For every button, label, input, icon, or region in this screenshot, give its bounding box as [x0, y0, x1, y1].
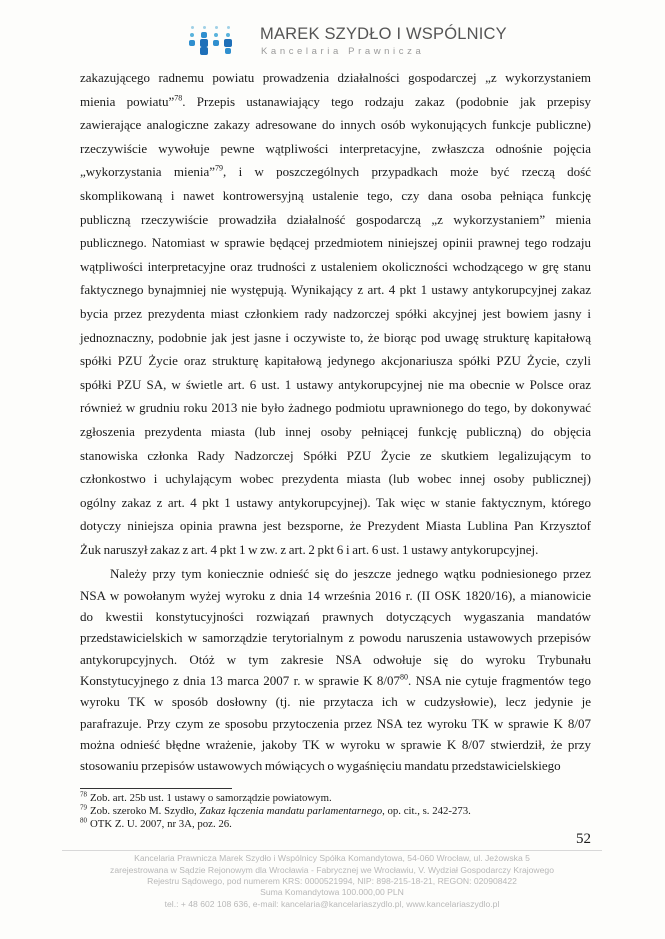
text-line	[80, 538, 591, 562]
logo-dot	[191, 26, 194, 29]
logo-dot	[190, 33, 195, 38]
text-line-content	[80, 734, 591, 755]
text-line	[80, 514, 591, 538]
logo-dot	[213, 40, 219, 46]
page-number: 52	[576, 831, 591, 848]
footer-line: Suma Komandytowa 100.000,00 PLN	[260, 887, 404, 898]
text-line	[80, 491, 591, 515]
text-line-content	[80, 66, 591, 90]
text-segment: zakazującego radnemu powiatu prowadzenia działalności gospodarczej „z wykorzystaniem	[80, 70, 591, 85]
text-segment: spółki PZU Życie oraz strukturę kapitałową jedynego akcjonariusza spółki PZU Życie, czyli	[80, 353, 591, 369]
text-line	[80, 420, 591, 444]
text-segment: wyroku TK w sposób dosłowny (tj. nie przytacza ich w cudzysłowie), lecz jedynie je	[80, 694, 591, 710]
text-segment: parafrazuje. Przy czym ze sposobu przytoczenia przez NSA tez wyroku TK w sprawie K 8/07	[80, 715, 591, 731]
footnotes	[80, 792, 591, 831]
text-line-content	[80, 649, 591, 670]
text-line-content	[80, 670, 591, 691]
text-line	[80, 467, 591, 491]
text-segment: do kwestii konstytucyjności rozwiązań prawnych dotyczących wygaszania mandatów	[80, 609, 591, 625]
text-line-content	[80, 90, 591, 114]
text-line	[80, 90, 591, 114]
text-line	[80, 563, 591, 584]
footnote-number: 78	[80, 790, 87, 799]
logo-dot	[200, 47, 208, 55]
footnote-text: OTK Z. U. 2007, nr 3A, poz. 26.	[90, 818, 232, 831]
text-line-content	[80, 691, 591, 712]
text-line	[80, 649, 591, 670]
text-segment: przedstawicielskich w samorządzie terytorialnym z powodu naruszenia ustawowych przepisów	[80, 630, 591, 646]
text-line-content	[80, 302, 591, 326]
logo-dot	[201, 32, 207, 38]
firm-subtitle: Kancelaria Prawnicza	[261, 46, 425, 57]
footer-line: Kancelaria Prawnicza Marek Szydło i Wspólnicy Spółka Komandytowa, 54-060 Wrocław, ul. Jeżowska 5	[134, 853, 530, 864]
footnote	[80, 805, 591, 818]
text-line	[80, 255, 591, 279]
text-segment: jednoznaczny, podobnie jak jest jasne i oczywiste to, że biorąc pod uwagę strukturę kapitałową	[80, 329, 591, 345]
footer-line: tel.: + 48 602 108 636, e-mail: kancelaria@kancelariaszydlo.pl, www.kancelariaszydlo.pl	[164, 898, 500, 909]
letterhead-logo	[188, 0, 507, 66]
text-line-content	[80, 585, 591, 606]
firm-name: MAREK SZYDŁO I WSPÓLNICY	[260, 25, 507, 43]
text-line-content	[80, 113, 591, 137]
text-line	[80, 184, 591, 208]
text-line-content	[80, 373, 591, 397]
text-line-content	[80, 255, 591, 279]
text-segment: również w grudniu roku 2013 nie było żadnego podmiotu uprawnionego do tego, by dokonywać	[80, 400, 591, 416]
text-line-content	[80, 396, 591, 420]
text-segment: „wykorzystania mienia”	[80, 164, 216, 180]
footnote-divider	[80, 788, 232, 789]
text-segment: , i w poszczególnych przypadkach może być rzeczą dość	[223, 164, 591, 180]
text-line-content	[80, 278, 591, 302]
footnote-number: 80	[80, 816, 87, 825]
text-line-content	[80, 208, 591, 232]
text-segment: antykorupcyjnych. Otóż w tym zakresie NSA odwołuje się do wyroku Trybunału	[80, 651, 591, 667]
text-segment: Należy przy tym koniecznie odnieść się do jeszcze jednego wątku podniesionego przez	[110, 566, 591, 582]
footnote	[80, 818, 591, 831]
text-line	[80, 349, 591, 373]
text-line-content	[80, 231, 591, 255]
text-segment: . NSA nie cytuje fragmentów tego	[408, 672, 591, 688]
letterhead-footer	[62, 853, 602, 909]
text-line	[80, 208, 591, 232]
text-line	[80, 137, 591, 161]
text-segment: stanowiska członka Rady Nadzorczej Spółki PZU Życie ze skutkiem legalizującym to	[80, 447, 591, 463]
text-line	[80, 755, 591, 776]
text-line-content	[80, 491, 591, 515]
footnote-ref: 79	[215, 164, 224, 174]
text-segment: publiczną rzeczywiście prowadziła działalność gospodarczą „z wykorzystaniem” mienia	[80, 211, 591, 227]
footnote	[80, 792, 591, 805]
text-segment: bycia przez prezydenta miast członkiem rady nadzorczej spółki akcyjnej jest bowiem jasny i	[80, 305, 591, 321]
text-line	[80, 160, 591, 184]
text-segment: stosowaniu przepisów ustawowych mówiących o wygaśnięciu mandatu przedstawicielskiego	[80, 758, 561, 774]
text-segment: członkostwo i uchylającym wobec prezydenta miasta (lub wobec innej osoby publicznej)	[80, 471, 591, 487]
footnote-text: Zob. art. 25b ust. 1 ustawy o samorządzie powiatowym.	[90, 792, 332, 805]
logo-dot	[225, 48, 231, 54]
text-line-content	[80, 326, 591, 350]
logo-dot	[189, 40, 195, 46]
footer-line: Rejestru Sądowego, pod numerem KRS: 0000521994, NIP: 898-215-18-21, REGON: 020908422	[147, 876, 517, 887]
text-segment: publicznego. Natomiast w sprawie będącej przedmiotem niniejszej opinii prawnej tego rodzaju	[80, 235, 591, 251]
text-segment: NSA w powołanym wyżej wyroku z dnia 14 września 2016 r. (II OSK 1820/16), a mianowicie	[80, 587, 591, 603]
text-line-content	[80, 444, 591, 468]
text-line-content	[80, 713, 591, 734]
text-line-content	[80, 184, 591, 208]
footnote-text: Zob. szeroko M. Szydło,	[90, 805, 200, 818]
text-line-content	[80, 606, 591, 627]
text-line	[80, 396, 591, 420]
text-segment: można odnieść błędne wrażenie, jakoby TK w wyroku w sprawie K 8/07 stwierdził, że przy	[80, 736, 591, 752]
logo-dot	[227, 26, 230, 29]
text-segment: . Przepis ustanawiający tego rodzaju zakaz (podobnie jak przepisy	[182, 93, 591, 109]
paragraph-1	[80, 66, 591, 561]
logo-dot	[214, 33, 219, 38]
text-segment: mienia powiatu”	[80, 93, 175, 109]
text-line-content	[80, 137, 591, 161]
logo-dot	[203, 26, 206, 29]
logo-dot	[224, 39, 232, 47]
text-line	[80, 302, 591, 326]
text-segment: zawierające analogiczne zakazy adresowane do innych osób wykonujących funkcje publiczne)	[80, 117, 591, 133]
text-segment: dotyczy niniejsza opinia prawna jest bezsporne, że Prezydent Miasta Lublina Pan Krzysztof	[80, 518, 591, 534]
text-line-content	[80, 349, 591, 373]
text-line	[80, 113, 591, 137]
text-line	[80, 585, 591, 606]
text-line-content	[80, 538, 591, 562]
text-segment: Żuk naruszył zakaz z art. 4 pkt 1 w zw. z art. 2 pkt 6 i art. 6 ust. 1 ustawy antykorupcyjnej.	[80, 541, 539, 557]
text-segment: faktycznego bynajmniej nie występują. Wynikający z art. 4 pkt 1 ustawy antykorupcyjnej zakaz	[80, 282, 591, 298]
text-segment: wątpliwości interpretacyjne oraz trudności z ustaleniem okoliczności wchodzącego w grę stanu	[80, 258, 591, 274]
text-line	[80, 231, 591, 255]
text-line	[80, 691, 591, 712]
text-line	[80, 373, 591, 397]
footnote-ref: 78	[174, 93, 183, 103]
text-line	[80, 66, 591, 90]
text-line-content	[80, 755, 591, 776]
footer-line: zarejestrowana w Sądzie Rejonowym dla Wrocławia - Fabrycznej we Wrocławiu, V. Wydział Gospodarczy Krajowego	[110, 864, 554, 875]
text-segment: skomplikowaną i nawet kontrowersyjną ustalenie tego, czy dana osoba pełniąca funkcję	[80, 187, 591, 203]
text-segment: Konstytucyjnego z dnia 13 marca 2007 r. w sprawie K 8/07	[80, 672, 401, 688]
text-segment: ogólny zakaz z art. 4 pkt 1 ustawy antykorupcyjnej). Tak więc w stanie faktycznym, którego	[80, 494, 591, 510]
text-line-content	[80, 563, 591, 584]
text-line-content	[80, 420, 591, 444]
text-line-content	[80, 627, 591, 648]
text-segment: zgłoszenia prezydenta miasta (lub innej osoby pełniącej funkcję publiczną) do objęcia	[80, 423, 591, 439]
text-line	[80, 713, 591, 734]
page-content	[80, 66, 591, 848]
text-segment: spółki PZU SA, w świetle art. 6 ust. 1 ustawy antykorupcyjnej nie ma obecnie w Polsce oraz	[80, 376, 591, 392]
text-line	[80, 444, 591, 468]
logo-dot	[215, 26, 218, 29]
text-line	[80, 606, 591, 627]
text-line	[80, 670, 591, 691]
text-line-content	[80, 514, 591, 538]
paragraph-2	[80, 563, 591, 776]
text-line	[80, 734, 591, 755]
footnote-text-rest: , op. cit., s. 242-273.	[382, 805, 471, 818]
text-line	[80, 627, 591, 648]
text-line	[80, 326, 591, 350]
text-line	[80, 278, 591, 302]
text-line-content	[80, 467, 591, 491]
text-line-content	[80, 160, 591, 184]
text-segment: rzeczywiście wywołuje pewne wątpliwości interpretacyjne, zwłaszcza odnośnie pojęcia	[80, 140, 591, 156]
logo-dots-icon	[188, 24, 238, 54]
footnote-title: Zakaz łączenia mandatu parlamentarnego	[199, 805, 383, 818]
footer-divider	[62, 850, 602, 851]
footnote-ref: 80	[400, 672, 409, 682]
logo-dot	[226, 33, 231, 38]
footnote-number: 79	[80, 803, 87, 812]
logo-dot	[200, 39, 208, 47]
